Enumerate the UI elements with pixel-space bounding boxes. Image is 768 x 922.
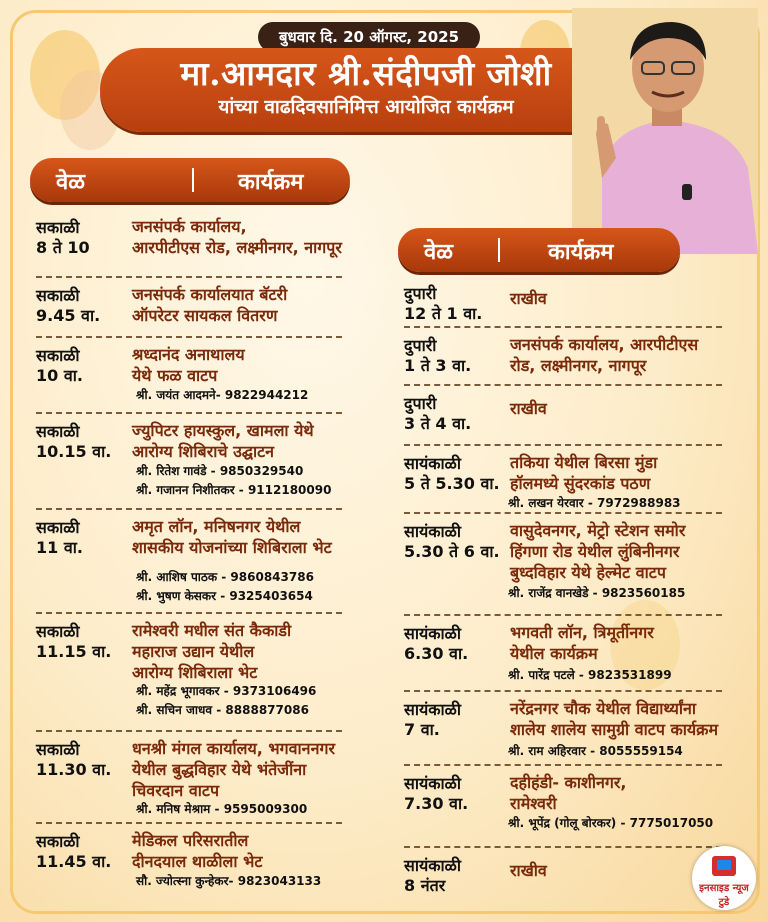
time-value: 12 ते 1 वा. — [404, 304, 483, 323]
time-period: सकाळी — [36, 218, 80, 237]
logo-text: इनसाइड न्यूज टुडे — [699, 883, 749, 908]
time-period: दुपारी — [404, 336, 437, 355]
time-value: 5 ते 5.30 वा. — [404, 474, 500, 493]
event-description: रामेश्वरी — [510, 794, 557, 813]
row-divider — [404, 614, 722, 616]
event-description: येथे फळ वाटप — [132, 366, 218, 385]
row-divider — [36, 730, 342, 732]
contact-person: श्री. रितेश गावंडे - 9850329540 — [136, 464, 304, 478]
row-divider — [404, 846, 722, 848]
contact-person: श्री. सचिन जाधव - 8888877086 — [136, 703, 309, 717]
event-description: रामेश्वरी मधील संत कैकाडी — [132, 621, 292, 640]
event-date: बुधवार दि. 20 ऑगस्ट, 2025 — [258, 22, 480, 52]
time-period: सायंकाळी — [404, 700, 461, 719]
time-period: सायंकाळी — [404, 454, 461, 473]
time-value: 10 वा. — [36, 366, 83, 385]
row-divider — [404, 384, 722, 386]
contact-person: श्री. भुषण केसकर - 9325403654 — [136, 589, 313, 603]
event-description: राखीव — [510, 861, 547, 880]
contact-person: श्री. पारेंद्र पटले - 9823531899 — [508, 668, 672, 682]
time-header: वेळ — [424, 240, 453, 265]
event-description: मेडिकल परिसरातील — [132, 831, 249, 850]
portrait-illustration — [572, 8, 758, 254]
event-description: रोड, लक्ष्मीनगर, नागपूर — [510, 356, 647, 375]
time-header: वेळ — [56, 170, 85, 195]
event-description: अमृत लॉन, मनिषनगर येथील — [132, 517, 301, 536]
row-divider — [404, 764, 722, 766]
channel-logo — [692, 846, 756, 910]
contact-person: श्री. मनिष मेश्राम - 9595009300 — [136, 802, 308, 816]
contact-person: श्री. गजानन निशीतकर - 9112180090 — [136, 483, 332, 497]
header-divider — [192, 168, 194, 192]
event-description: भगवती लॉन, त्रिमूर्तीनगर — [510, 623, 654, 642]
row-divider — [36, 612, 342, 614]
time-period: सकाळी — [36, 622, 80, 641]
event-description: श्रध्दानंद अनाथालय — [132, 345, 245, 364]
row-divider — [404, 444, 722, 446]
event-description: जनसंपर्क कार्यालय, — [132, 217, 247, 236]
event-description: शालेय शालेय सामुग्री वाटप कार्यक्रम — [510, 720, 719, 739]
time-value: 6.30 वा. — [404, 644, 469, 663]
time-period: दुपारी — [404, 284, 437, 303]
event-description: ऑपरेटर सायकल वितरण — [132, 306, 278, 325]
event-description: चिवरदान वाटप — [132, 781, 220, 800]
time-period: सकाळी — [36, 518, 80, 537]
time-period: सायंकाळी — [404, 522, 461, 541]
program-header: कार्यक्रम — [548, 240, 614, 265]
time-value: 7 वा. — [404, 720, 440, 739]
time-value: 5.30 ते 6 वा. — [404, 542, 500, 561]
event-description: ज्युपिटर हायस्कुल, खामला येथे — [132, 421, 314, 440]
time-period: सकाळी — [36, 740, 80, 759]
tv-icon — [712, 856, 736, 876]
row-divider — [404, 690, 722, 692]
event-description: नरेंद्रनगर चौक येथील विद्यार्थ्यांना — [510, 699, 697, 718]
title-banner — [100, 48, 632, 132]
contact-person: श्री. महेंद्र भूगावकर - 9373106496 — [136, 684, 317, 698]
event-description: हिंगणा रोड येथील लुंबिनीनगर — [510, 542, 680, 561]
time-value: 8 ते 10 — [36, 238, 90, 257]
event-description: धनश्री मंगल कार्यालय, भगवाननगर — [132, 739, 335, 758]
event-description: जनसंपर्क कार्यालय, आरपीटीएस — [510, 335, 699, 354]
time-value: 11.45 वा. — [36, 852, 112, 871]
time-value: 11 वा. — [36, 538, 83, 557]
time-value: 10.15 वा. — [36, 442, 112, 461]
event-description: येथील बुद्धविहार येथे भंतेजींना — [132, 760, 307, 779]
event-description: येथील कार्यक्रम — [510, 644, 598, 663]
event-description: दीनदयाल थाळीला भेट — [132, 852, 263, 871]
contact-person: श्री. जयंत आदमने- 9822944212 — [136, 388, 309, 402]
contact-person: श्री. लखन येरवार - 7972988983 — [508, 496, 681, 510]
row-divider — [36, 822, 342, 824]
time-value: 7.30 वा. — [404, 794, 469, 813]
time-value: 9.45 वा. — [36, 306, 101, 325]
time-value: 8 नंतर — [404, 876, 446, 895]
contact-person: श्री. राम अहिरवार - 8055559154 — [508, 744, 683, 758]
page-subtitle: यांच्या वाढदिवसानिमित्त आयोजित कार्यक्रम — [218, 96, 514, 118]
event-description: तकिया येथील बिरसा मुंडा — [510, 453, 658, 472]
row-divider — [36, 412, 342, 414]
time-period: सकाळी — [36, 286, 80, 305]
time-period: सायंकाळी — [404, 856, 461, 875]
time-value: 11.15 वा. — [36, 642, 112, 661]
program-header: कार्यक्रम — [238, 170, 304, 195]
event-description: राखीव — [510, 399, 547, 418]
event-description: बुध्दविहार येथे हेल्मेट वाटप — [510, 563, 666, 582]
time-value: 1 ते 3 वा. — [404, 356, 472, 375]
time-value: 11.30 वा. — [36, 760, 112, 779]
time-period: सायंकाळी — [404, 774, 461, 793]
time-period: दुपारी — [404, 394, 437, 413]
right-column-header — [398, 228, 680, 272]
row-divider — [36, 336, 342, 338]
row-divider — [404, 326, 722, 328]
event-description: आरपीटीएस रोड, लक्ष्मीनगर, नागपूर — [132, 238, 342, 257]
left-column-header — [30, 158, 350, 202]
event-description: शासकीय योजनांच्या शिबिराला भेट — [132, 538, 332, 557]
header-divider — [498, 238, 500, 262]
event-description: राखीव — [510, 289, 547, 308]
event-description: जनसंपर्क कार्यालयात बॅटरी — [132, 285, 288, 304]
event-description: वासुदेवनगर, मेट्रो स्टेशन समोर — [510, 521, 686, 540]
time-period: सकाळी — [36, 346, 80, 365]
contact-person: श्री. आशिष पाठक - 9860843786 — [136, 570, 314, 584]
event-description: दहीहंडी- काशीनगर, — [510, 773, 627, 792]
event-description: हॉलमध्ये सुंदरकांड पठण — [510, 474, 651, 493]
time-period: सायंकाळी — [404, 624, 461, 643]
event-description: आरोग्य शिबिराचे उद्घाटन — [132, 442, 275, 461]
row-divider — [36, 276, 342, 278]
event-description: महाराज उद्यान येथील — [132, 642, 255, 661]
row-divider — [404, 512, 722, 514]
event-description: आरोग्य शिबिराला भेट — [132, 663, 258, 682]
row-divider — [36, 508, 342, 510]
time-period: सकाळी — [36, 422, 80, 441]
contact-person: सौ. ज्योत्स्ना कुन्हेकर- 9823043133 — [136, 874, 322, 888]
contact-person: श्री. राजेंद्र वानखेडे - 9823560185 — [508, 586, 686, 600]
contact-person: श्री. भूपेंद्र (गोलू बोरकर) - 7775017050 — [508, 816, 714, 830]
time-period: सकाळी — [36, 832, 80, 851]
portrait-photo — [572, 8, 758, 254]
page-title: मा.आमदार श्री.संदीपजी जोशी — [180, 54, 552, 93]
time-value: 3 ते 4 वा. — [404, 414, 472, 433]
